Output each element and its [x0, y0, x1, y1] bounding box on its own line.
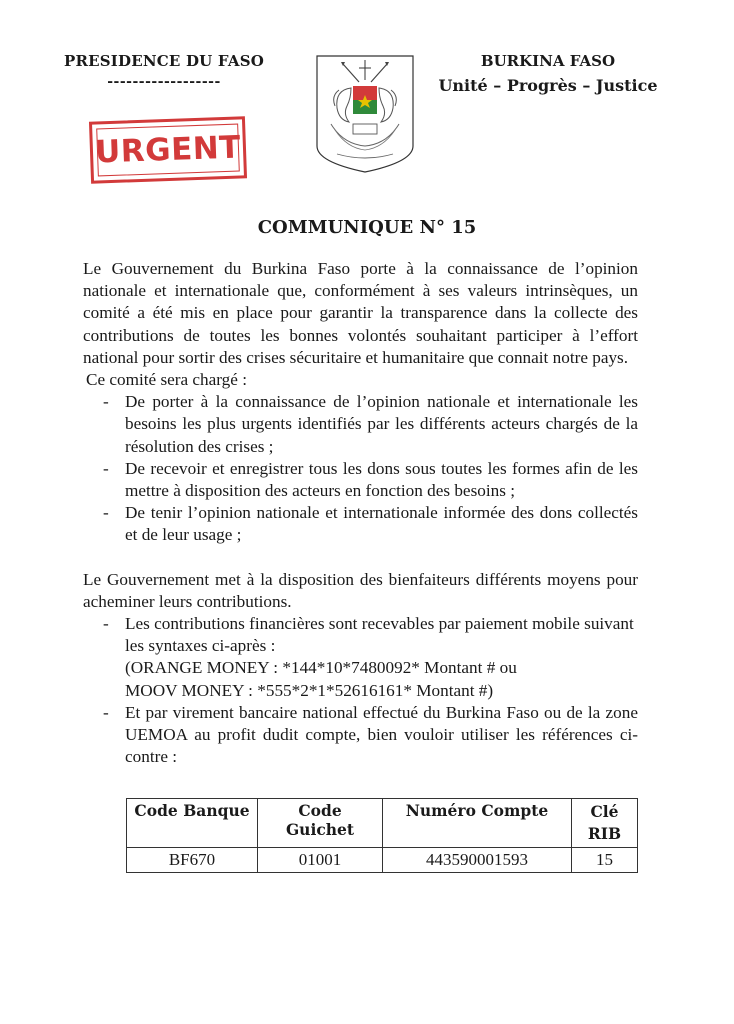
header-right: [430, 52, 666, 95]
communique-title: COMMUNIQUE N° 15: [257, 217, 477, 238]
table-header: Code Banque: [127, 799, 258, 848]
committee-list: [83, 391, 638, 546]
list-item: - Et par virement bancaire national effectué du Burkina Faso ou de la zone UEMOA au profit dudit compte, bien vouloir utiliser les références ci-contre :: [103, 702, 638, 767]
header-left: [58, 52, 270, 90]
table-header: Code Guichet: [258, 799, 383, 848]
coat-of-arms-emblem: [313, 50, 417, 176]
national-motto: Unité – Progrès – Justice: [438, 76, 658, 95]
table-row: [127, 848, 638, 873]
list-item: - De tenir l’opinion nationale et internationale informée des dons collectés et de leur usage ;: [103, 503, 638, 545]
table-cell: BF670: [127, 848, 258, 873]
table-cell: 01001: [258, 848, 383, 873]
header-dashes: ------------------: [107, 74, 221, 90]
table-cell: 443590001593: [383, 848, 572, 873]
list-item: - Les contributions financières sont recevables par paiement mobile suivant les syntaxes ci-après : (ORANGE MONEY : *144*10*7480092* Montant # ou MOOV MONEY : *555*2*1*52616161* Montant #): [83, 613, 638, 702]
list-item: - De porter à la connaissance de l’opinion nationale et internationale les besoins les plus urgents identifiés par les différents acteurs chargés de la résolution des crises ;: [103, 392, 638, 456]
urgent-stamp: [89, 116, 247, 183]
orange-money-syntax: (ORANGE MONEY : *144*10*7480092* Montant # ou: [125, 658, 517, 678]
bank-details-table: [126, 798, 638, 873]
committee-intro: Ce comité sera chargé :: [86, 370, 247, 390]
country-name: BURKINA FASO: [480, 52, 616, 70]
intro-paragraph: Le Gouvernement du Burkina Faso porte à la connaissance de l’opinion nationale et internationale que, conformément à ses valeurs intrinsèques, un comité a été mis en place pour garantir la transparence dans la collecte des contributions de toutes les bonnes volontés souhaitant participer à l’effort national pour sortir des crises sécuritaire et humanitaire que connait notre pays.: [83, 259, 638, 367]
table-header: Numéro Compte: [383, 799, 572, 848]
means-intro: Le Gouvernement met à la disposition des bienfaiteurs différents moyens pour acheminer leurs contributions.: [83, 569, 638, 611]
table-header: Clé RIB: [572, 799, 638, 848]
urgent-stamp-label: URGENT: [94, 129, 242, 171]
moov-money-syntax: MOOV MONEY : *555*2*1*52616161* Montant #): [125, 680, 494, 700]
means-list: [83, 613, 638, 768]
communique-body: [83, 258, 638, 768]
table-header-row: [127, 799, 638, 848]
mobile-payment-text: Les contributions financières sont recevables par paiement mobile suivant les syntaxes ci-après :: [125, 614, 634, 656]
table-cell: 15: [572, 848, 638, 873]
bank-transfer-text: Et par virement bancaire national effectué du Burkina Faso ou de la zone UEMOA au profit dudit compte, bien vouloir utiliser les références ci-contre :: [125, 702, 638, 767]
presidence-title: PRESIDENCE DU FASO: [64, 52, 264, 70]
list-item: - De recevoir et enregistrer tous les dons sous toutes les formes afin de les mettre à disposition des acteurs en fonction des besoins ;: [103, 458, 638, 501]
